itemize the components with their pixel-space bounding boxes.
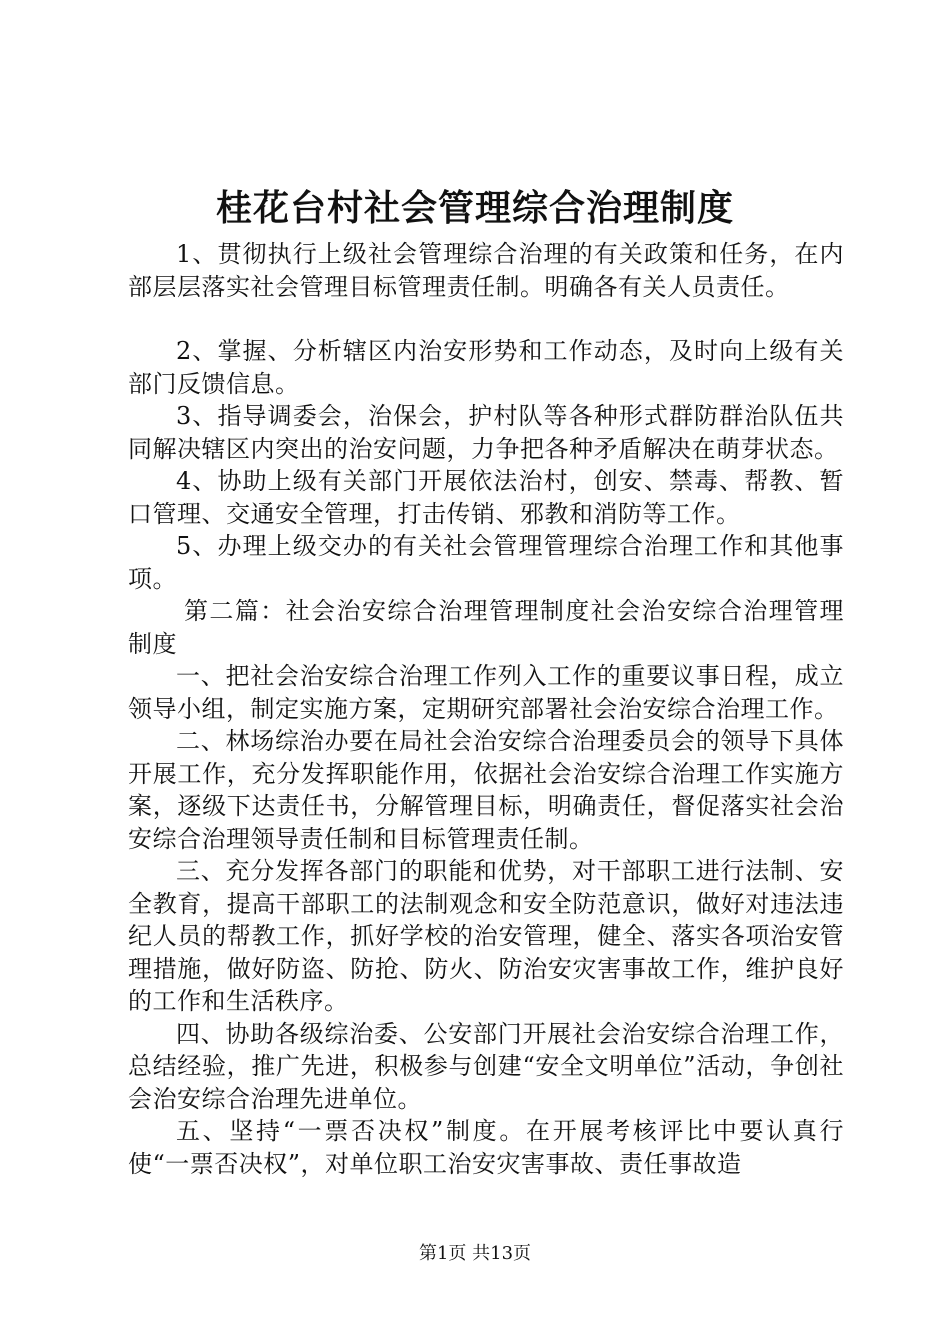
paragraph-section-two-1: 一、把社会治安综合治理工作列入工作的重要议事日程，成立领导小组，制定实施方案，定期研究部署社会治安综合治理工作。 [128, 662, 844, 723]
paragraph-section-two-3: 三、充分发挥各部门的职能和优势，对干部职工进行法制、安全教育，提高干部职工的法制观念和安全防范意识，做好对违法违纪人员的帮教工作，抓好学校的治安管理，健全、落实各项治安管理措施，做好防盗、防抢、防火、防治安灾害事故工作，维护良好的工作和生活秩序。 [128, 857, 844, 1015]
section-two-heading: 第二篇：社会治安综合治理管理制度社会治安综合治理管理制度 [128, 597, 844, 658]
paragraph-section-two-4: 四、协助各级综治委、公安部门开展社会治安综合治理工作，总结经验，推广先进，积极参与创建“安全文明单位”活动，争创社会治安综合治理先进单位。 [128, 1019, 844, 1113]
paragraph-section-two-5: 五、坚持“一票否决权”制度。在开展考核评比中要认真行使“一票否决权”，对单位职工治安灾害事故、责任事故造 [128, 1117, 844, 1178]
paragraph-3: 3、指导调委会，治保会，护村队等各种形式群防群治队伍共同解决辖区内突出的治安问题，力争把各种矛盾解决在萌芽状态。 [128, 402, 844, 463]
paragraph-1: 1、贯彻执行上级社会管理综合治理的有关政策和任务，在内部层层落实社会管理目标管理责任制。明确各有关人员责任。 [128, 240, 844, 301]
paragraph-section-two-2: 二、林场综治办要在局社会治安综合治理委员会的领导下具体开展工作，充分发挥职能作用，依据社会治安综合治理工作实施方案，逐级下达责任书，分解管理目标，明确责任，督促落实社会治安综合治理领导责任制和目标管理责任制。 [128, 727, 844, 853]
document-title: 桂花台村社会管理综合治理制度 [215, 187, 734, 229]
paragraph-2: 2、掌握、分析辖区内治安形势和工作动态，及时向上级有关部门反馈信息。 [128, 337, 844, 398]
document-body [128, 238, 844, 1180]
paragraph-5: 5、办理上级交办的有关社会管理管理综合治理工作和其他事项。 [128, 532, 844, 593]
paragraph-4: 4、协助上级有关部门开展依法治村，创安、禁毒、帮教、暂口管理、交通安全管理，打击传销、邪教和消防等工作。 [128, 467, 844, 528]
page-number-footer: 第1页 共13页 [418, 1243, 532, 1264]
